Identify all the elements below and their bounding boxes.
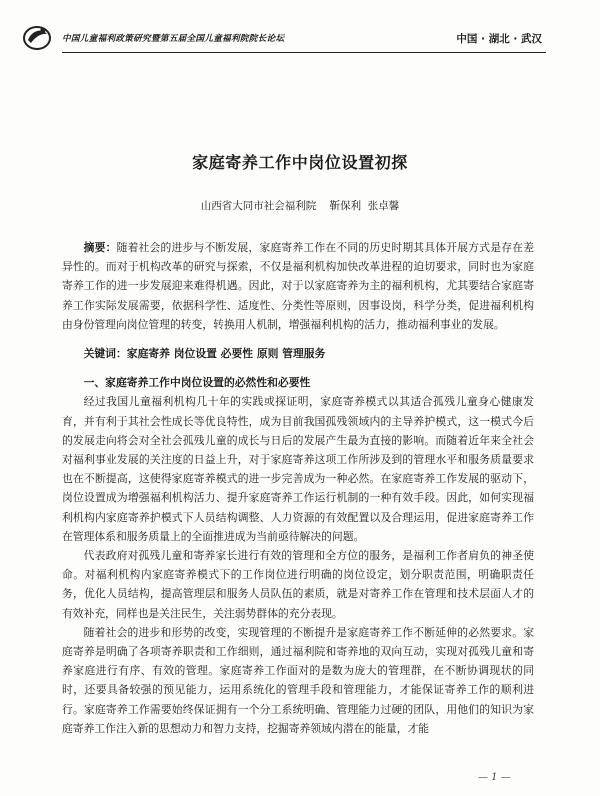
- section-heading: 一、家庭寄养工作中岗位设置的必然性和必要性: [83, 376, 311, 390]
- paper-body: [62, 238, 534, 738]
- paragraph: 随着社会的进步和形势的改变，实现管理的不断提升是家庭寄养工作不断延伸的必然要求。家庭寄养是明确了各项寄养职责和工作细则，通过福利院和寄养地的双向互动，实现对孤残儿童和寄养家庭进行有序、有效的管理。家庭寄养工作面对的是数为庞大的管理群，在不断协调现状的同时，还要具备较强的预见能力，运用系统化的管理手段和管理能力，才能保证寄养工作的顺利进行。家庭寄养工作需要始终保证拥有一个分工系统明确、管理能力过硬的团队，用他们的知识为家庭寄养工作注入新的思想动力和智力支持，挖掘寄养领域内潜在的能量，才能: [62, 625, 534, 735]
- keywords-label: 关键词：: [83, 347, 127, 361]
- header-location: 中国 · 湖北 · 武汉: [456, 33, 542, 45]
- header-conference-title: 中国儿童福利政策研究暨第五届全国儿童福利院院长论坛: [62, 34, 285, 44]
- abstract-text: 随着社会的进步与不断发展，家庭寄养工作在不同的历史时期其具体开展方式是存在差异性的。而对于机构改革的研究与探索，不仅是福利机构加快改革进程的迫切要求，同时也为家庭寄养工作的进一步发展迎来难得机遇。因此，对于以家庭寄养为主的福利机构，尤其要结合家庭寄养工作实际发展需要，依据科学性、适度性、分类性等原则，因事设岗，科学分类，促进福利机构由身份管理向岗位管理的转变，转换用人机制，增强福利机构的活力，推动福利事业的发展。: [62, 241, 535, 331]
- paper-authors: 山西省大同市社会福利院 靳保利 张卓馨: [200, 200, 400, 212]
- running-header: [62, 28, 546, 53]
- abstract: [62, 238, 534, 334]
- keywords-text: 家庭寄养 岗位设置 必要性 原则 管理服务: [126, 347, 326, 361]
- keywords: [62, 344, 534, 363]
- paragraph: 经过我国儿童福利机构几十年的实践或探证明，家庭寄养模式以其适合孤残儿童身心健康发育，并有利于其社会性成长等优良特性，成为目前我国孤残领域内的主导养护模式，这一模式今后的发展走向将会对全社会孤残儿童的成长与日后的发展产生最为直接的影响。而随着近年来全社会对福利事业发展的关注度的日益上升，对于家庭寄养这项工作所涉及到的管理水平和服务质量要求也在不断提高，这使得家庭寄养模式的进一步完善成为一种必然。在家庭寄养工作发展的驱动下，岗位设置成为增强福利机构活力、提升家庭寄养工作运行机制的一种有效手段。因此，如何实现福利机构内家庭寄养护模式下人员结构调整、人力资源的有效配置以及合理运用，促进家庭寄养工作在管理体系和服务质量上的全面推进成为当前亟待解决的问题。: [62, 395, 534, 543]
- page-number: — 1 —: [478, 772, 511, 783]
- abstract-label: 摘要：: [83, 241, 117, 254]
- paragraph: 代表政府对孤残儿童和寄养家长进行有效的管理和全方位的服务，是福利工作者肩负的神圣使命。对福利机构内家庭寄养模式下的工作岗位进行明确的岗位设定，划分职责范围，明确职责任务，优化人员结构，提高管理层和服务人员队伍的素质，就是对寄养工作在管理和技术层面人才的有效补充，同样也是关注民生，关注弱势群体的充分表现。: [62, 549, 534, 620]
- paper-title: 家庭寄养工作中岗位设置初探: [192, 153, 408, 172]
- forum-logo-icon: [22, 22, 52, 52]
